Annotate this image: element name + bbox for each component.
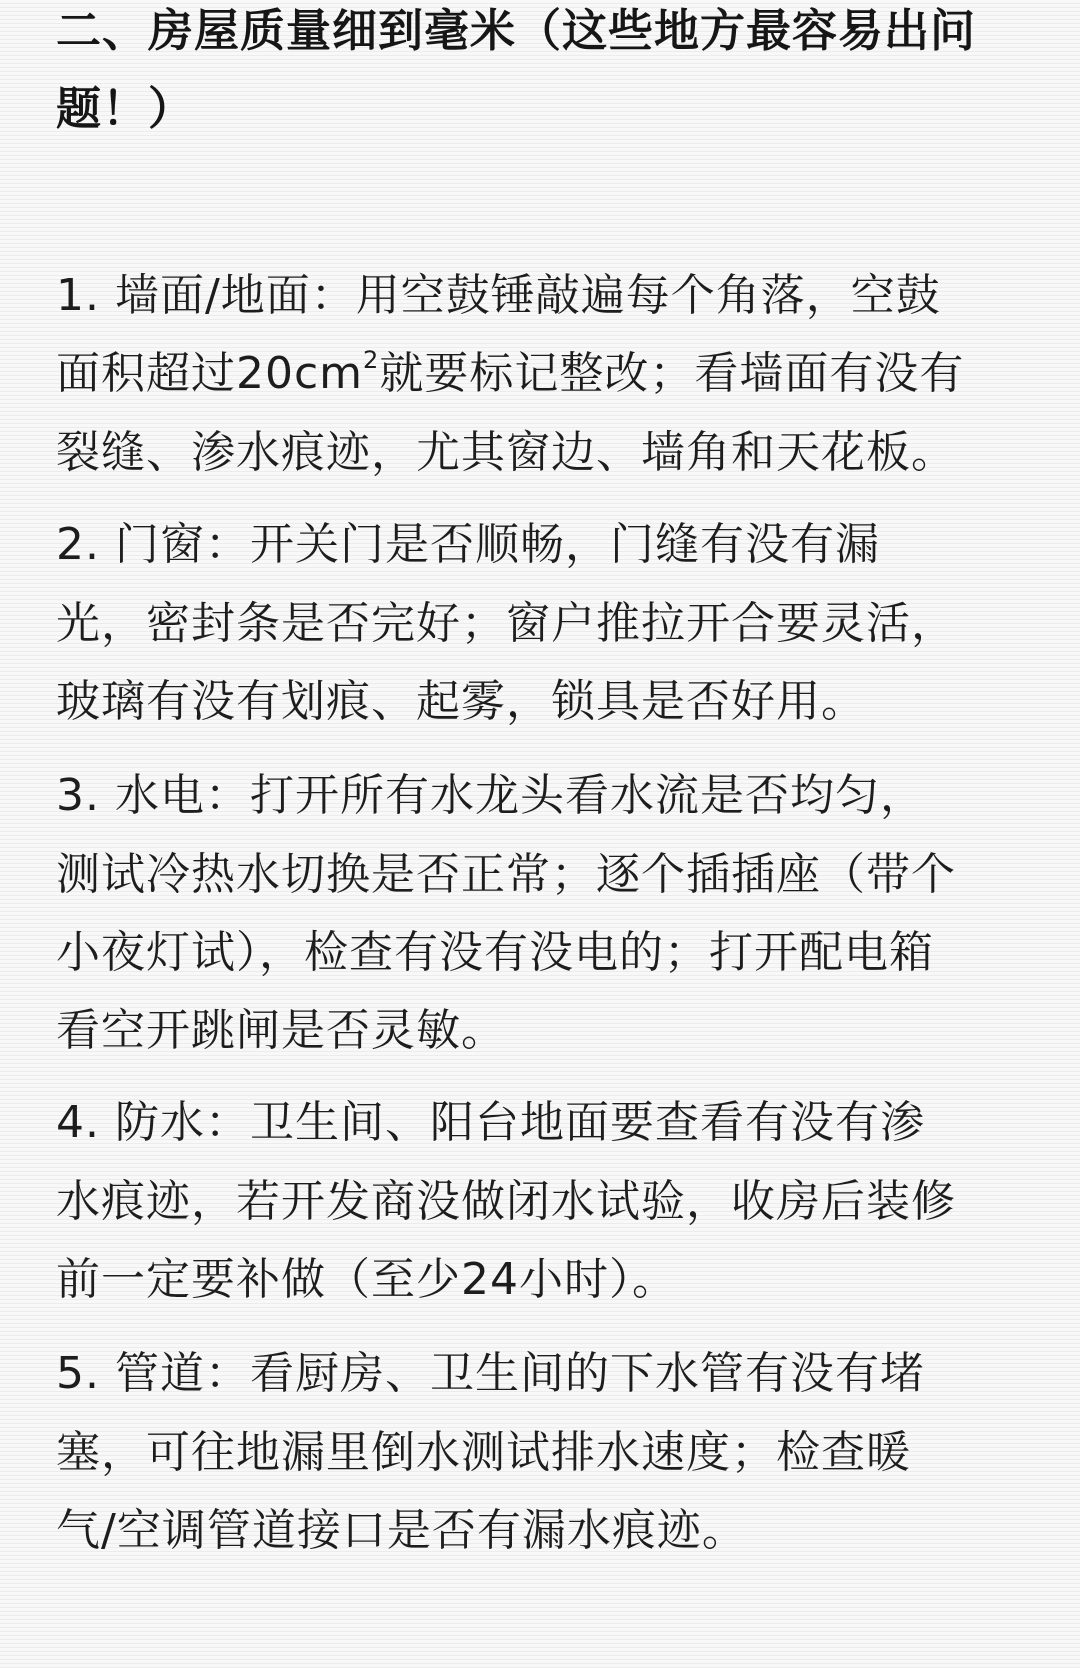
item-1-line-2-text-b: 就要标记整改；看墙面有没有 <box>379 348 965 399</box>
section-heading-line-2: 题！） <box>56 82 195 135</box>
item-4-line-1: 4. 防水：卫生间、阳台地面要查看有没有渗 <box>56 1097 925 1148</box>
item-1-line-3: 裂缝、渗水痕迹，尤其窗边、墙角和天花板。 <box>56 427 956 478</box>
item-1-line-1: 1. 墙面/地面：用空鼓锤敲遍每个角落，空鼓 <box>56 270 941 321</box>
item-5-line-1: 5. 管道：看厨房、卫生间的下水管有没有堵 <box>56 1348 925 1399</box>
item-3-line-4: 看空开跳闸是否灵敏。 <box>56 1005 506 1056</box>
item-1-line-2 <box>56 346 965 399</box>
item-1-superscript: 2 <box>363 346 380 374</box>
item-5-line-3: 气/空调管道接口是否有漏水痕迹。 <box>56 1505 747 1556</box>
item-1-line-2-text-a: 面积超过20cm <box>56 348 364 399</box>
item-2-line-3: 玻璃有没有划痕、起雾，锁具是否好用。 <box>56 676 866 727</box>
item-3-line-2: 测试冷热水切换是否正常；逐个插插座（带个 <box>56 849 956 900</box>
item-4-line-3: 前一定要补做（至少24小时）。 <box>56 1254 677 1305</box>
item-2-line-2: 光，密封条是否完好；窗户推拉开合要灵活， <box>56 598 956 649</box>
item-5-line-2: 塞，可往地漏里倒水测试排水速度；检查暖 <box>56 1427 911 1478</box>
item-2-line-1: 2. 门窗：开关门是否顺畅，门缝有没有漏 <box>56 519 880 570</box>
item-4-line-2: 水痕迹，若开发商没做闭水试验，收房后装修 <box>56 1176 956 1227</box>
section-heading-line-1: 二、房屋质量细到毫米（这些地方最容易出问 <box>56 4 977 57</box>
item-3-line-3: 小夜灯试），检查有没有没电的；打开配电箱 <box>56 927 934 978</box>
item-3-line-1: 3. 水电：打开所有水龙头看水流是否均匀， <box>56 770 925 821</box>
